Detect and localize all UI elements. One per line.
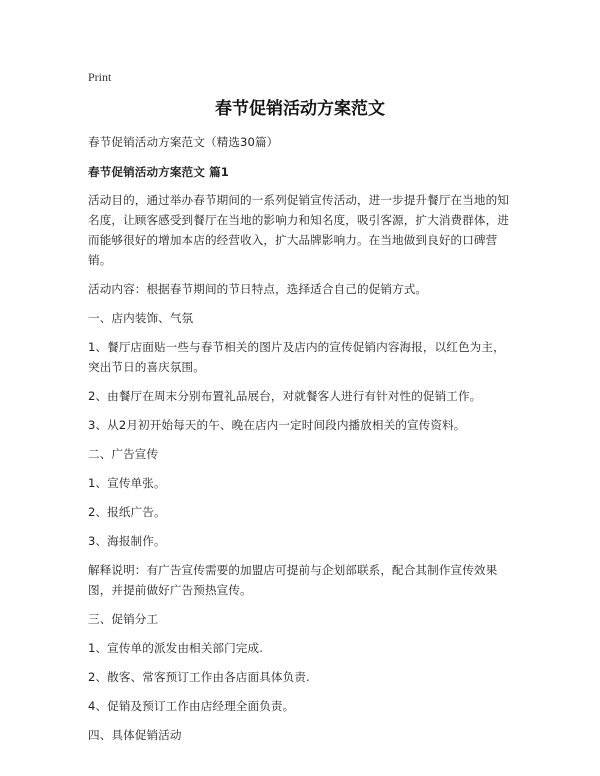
heading-division: 三、促销分工 xyxy=(88,612,159,626)
list-item: 1、餐厅店面贴一些与春节相关的图片及店内的宣传促销内容海报，以红色为主，突出节日的喜庆氛围。 xyxy=(88,340,505,374)
list-item: 2、由餐厅在周末分别布置礼品展台，对就餐客人进行有针对性的促销工作。 xyxy=(88,389,482,403)
paragraph-content: 活动内容：根据春节期间的节日特点，选择适合自己的促销方式。 xyxy=(88,282,428,296)
list-item: 1、宣传单的派发由相关部门完成. xyxy=(88,641,263,655)
paragraph-purpose: 活动目的，通过举办春节期间的一系列促销宣传活动，进一步提升餐厅在当地的知名度，让顾客感受到餐厅在当地的影响力和知名度，吸引客源，扩大消费群体，进而能够很好的增加本店的经营收入，扩大品牌影响力。在当地做到良好的口碑营销。 xyxy=(88,193,509,267)
section-title: 春节促销活动方案范文 篇1 xyxy=(88,165,229,179)
document-body xyxy=(88,132,516,754)
list-item: 2、散客、常客预订工作由各店面具体负责. xyxy=(88,670,310,684)
heading-activities: 四、具体促销活动 xyxy=(88,728,182,742)
heading-decoration: 一、店内装饰、气氛 xyxy=(88,311,194,325)
heading-advertising: 二、广告宣传 xyxy=(88,447,159,461)
document-title: 春节促销活动方案范文 xyxy=(215,99,385,119)
print-link[interactable]: Print xyxy=(88,70,112,84)
document-subtitle: 春节促销活动方案范文（精选30篇） xyxy=(88,135,279,149)
list-item: 1、宣传单张。 xyxy=(88,476,166,490)
list-item: 4、促销及预订工作由店经理全面负责。 xyxy=(88,699,295,713)
paragraph-explanation: 解释说明：有广告宣传需要的加盟店可提前与企划部联系，配合其制作宣传效果图，并提前做好广告预热宣传。 xyxy=(88,563,498,597)
list-item: 3、从2月初开始每天的午、晚在店内一定时间段内播放相关的宣传资料。 xyxy=(88,418,466,432)
list-item: 3、海报制作。 xyxy=(88,534,166,548)
list-item: 2、报纸广告。 xyxy=(88,505,166,519)
